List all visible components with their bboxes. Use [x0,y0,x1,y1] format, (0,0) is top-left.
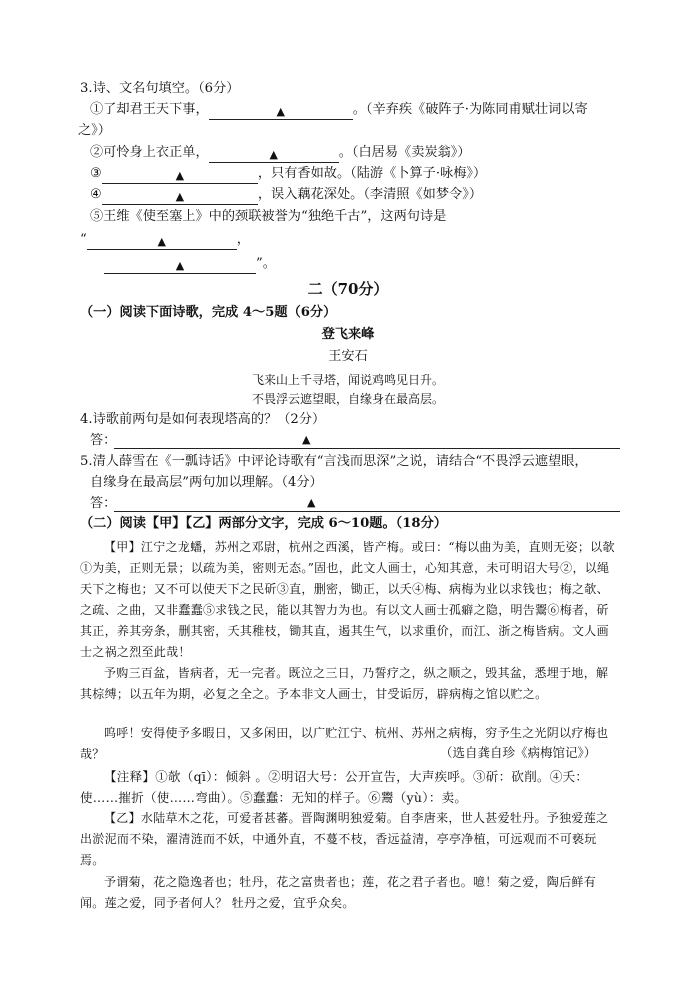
q4-answer-line[interactable] [114,448,620,449]
q3-item4-suffix: ，误入藕花深处。（李清照《如梦令》） [257,187,483,202]
q3-item4-blank[interactable]: ▲ [102,190,258,205]
notes: 【注释】①欹（qī）：倾斜 。②明诏大号：公开宣告，大声疾呼。③斫：砍削。④夭：使……摧折（使……弯曲）。⑤蠢蠢：无知的样子。⑥鬻（yù）：卖。 [80,769,589,805]
q4-blank-marker: ▲ [302,433,311,446]
q3-item2-prefix: ②可怜身上衣正单， [90,145,209,160]
q4-question: 4.诗歌前两句是如何表现塔高的？（2分） [80,412,326,427]
q3-item1-blank[interactable]: ▲ [209,105,353,120]
yi-paragraph-2: 予谓菊，花之隐逸者也；牡丹，花之富贵者也；莲，花之君子者也。噫！菊之爱，陶后鲜有闻。莲之爱，同予者何人？ 牡丹之爱，宜乎众矣。 [80,875,597,910]
q3-item1 [90,101,588,120]
q3-item2 [90,144,471,163]
q3-item5-blank2[interactable]: ▲ [104,259,256,274]
q3-title: 3.诗、文名句填空。（6分） [80,81,240,96]
q3-item5-line2 [104,255,276,274]
q3-item5-blank1[interactable]: ▲ [87,235,237,250]
q3-item2-blank[interactable]: ▲ [209,148,339,163]
q3-item3-prefix: ③ [90,166,102,181]
q5-answer-line[interactable] [114,511,620,512]
poem-title: 登飞来峰 [321,327,375,342]
q3-item4-prefix: ④ [90,187,102,202]
yi-paragraph-1: 【乙】水陆草木之花，可爱者甚蕃。晋陶渊明独爱菊。自李唐来，世人甚爱牡丹。予独爱莲之出淤泥而不染，濯清涟而不妖，中通外直，不蔓不枝，香远益清，亭亭净植，可远观而不可亵玩焉。 [80,811,609,867]
jia-paragraph-1: 【甲】江宁之龙蟠，苏州之邓尉，杭州之西溪，皆产梅。或曰：“梅以曲为美，直则无姿；以欹①为美，正则无景；以疏为美，密则无态。”固也，此文人画士，心知其意，未可明诏大号②，以绳天下之梅也；又不可以使天下之民斫③直，删密，锄正，以夭④梅、病梅为业以求钱也；梅之欹、之疏、之曲，又非蠢蠢⑤求钱之民，能以其智力为也。有以文人画士孤癖之隐，明告鬻⑥梅者，斫其正，养其旁条，删其密，夭其稚枝，锄其直，遏其生气，以求重价，而江、浙之梅皆病。文人画士之祸之烈至此哉！ [80,540,615,659]
poem-line1: 飞来山上千寻塔，闻说鸡鸣见日升。 [251,373,444,387]
q5-blank-marker: ▲ [307,496,316,509]
q3-item5-line1 [80,231,250,250]
poem-line2: 不畏浮云遮望眼，自缘身在最高层。 [251,392,444,406]
q3-item3 [90,165,486,184]
q3-item5-open-quote: “ [80,232,87,247]
q3-item3-suffix: ，只有香如故。（陆游《卜算子·咏梅》） [257,166,487,181]
q3-item1-prefix: ①了却君王天下事， [90,102,209,117]
q3-item5: ⑤王维《使至塞上》中的颈联被誉为“独绝千古”，这两句诗是 [90,209,447,224]
q3-item4 [90,186,482,205]
q5-answer-label: 答： [90,496,117,511]
jia-paragraph-3: 呜呼！安得使予多暇日，又多闲田，以广贮江宁、杭州、苏州之病梅，穷予生之光阴以疗梅也哉？ [80,726,609,761]
q3-item1-cont: 之》） [78,123,111,138]
jia-source: （选自龚自珍《病梅馆记》） [440,745,597,760]
q3-item2-suffix: 。（白居易《卖炭翁》） [338,145,471,160]
q5-question-cont: 自缘身在最高层”两句加以理解。（4分） [90,475,323,490]
q4-answer-label: 答： [90,433,117,448]
q3-item5-close-quote: ”。 [256,256,276,271]
q3-item1-suffix: 。（辛弃疾《破阵子·为陈同甫赋壮词以寄 [352,102,588,117]
part1-heading: （一）阅读下面诗歌，完成 4～5题（6分） [80,305,337,320]
poem-author: 王安石 [328,349,368,364]
q3-item3-blank[interactable]: ▲ [102,169,258,184]
section2-title: 二（70分） [307,280,389,298]
q5-question: 5.清人薛雪在《一瓢诗话》中评论诗歌有“言浅而思深”之说，请结合“不畏浮云遮望眼， [80,454,588,469]
part2-heading: （二）阅读【甲】【乙】两部分文字，完成 6～10题。（18分） [80,516,447,531]
q3-item5-comma: ， [236,232,250,247]
jia-paragraph-2: 予购三百盆，皆病者，无一完者。既泣之三日，乃誓疗之，纵之顺之，毁其盆，悉埋于地，解其棕缚；以五年为期，必复之全之。予本非文人画士，甘受诟厉，辟病梅之馆以贮之。 [80,666,609,701]
